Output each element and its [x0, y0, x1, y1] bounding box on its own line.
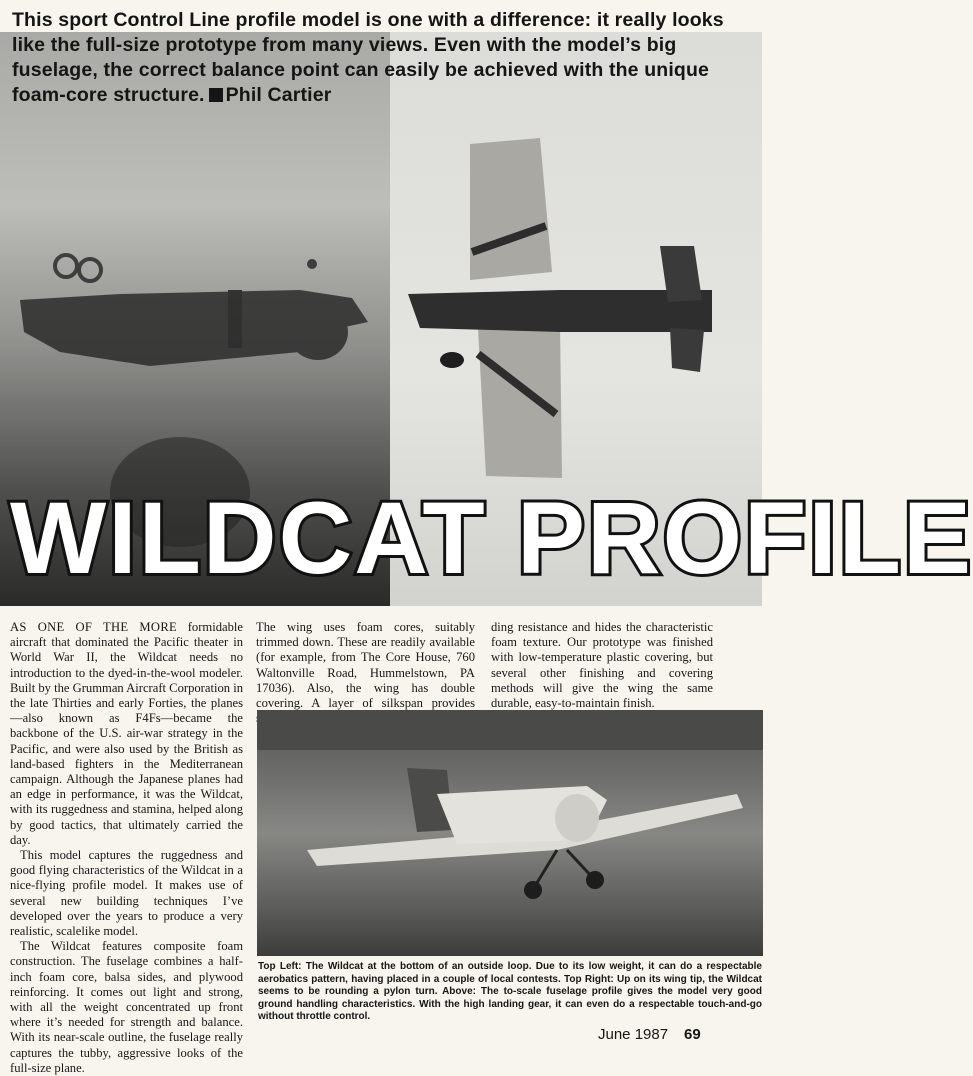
black-square-icon [209, 88, 223, 102]
paragraph-text: The Wildcat features composite foam construction. The fuselage combines a half-inch foam core, balsa sides, and plywood reinforcing. It comes out light and strong, with all the weight concentrated up front where it’s needed for strength and balance. With its near-scale outline, the fuselage really captures the tubby, aggressive looks of the full-size plane. [10, 939, 243, 1075]
page-number: 69 [684, 1026, 701, 1043]
lead-in: AS ONE OF THE MORE [10, 620, 178, 634]
byline: Phil Cartier [225, 84, 332, 106]
photo-plane-on-ground [257, 710, 763, 956]
paragraph-2 [10, 848, 243, 939]
title-area [0, 470, 973, 606]
intro-deck [12, 8, 752, 108]
paragraph-text: formidable aircraft that dominated the Pacific theater in World War II, the Wildcat needs no introduction to the dyed-in-the-wool modeler. Built by the Grumman Aircraft Corporation in the late Thirties and early Forties, the planes—also known as F4Fs—became the backbone of the U.S. air-war strategy in the Pacific, and were also used by the British as land-based fighters in the Mediterranean campaign. Although the Japanese planes had an edge in performance, it was the Wildcat, with its ruggedness and stamina, helped along by good tactics, that ultimately carried the day. [10, 620, 243, 847]
paragraph-1 [10, 620, 243, 848]
photo-caption: Top Left: The Wildcat at the bottom of an outside loop. Due to its low weight, it can do a respectable aerobatics pattern, having placed in a couple of local contests. Top Right: Up on its wing tip, the Wildcat seems to be rounding a pylon turn. Above: The to-scale fuselage profile gives the model very good ground handling characteristics. With the high landing gear, it can even do a respectable touch-and-go without throttle control. [258, 961, 762, 1023]
paragraph-4: The wing uses foam cores, suitably trimmed down. These are readily available (for example, from The Core House, 760 Waltonville Road, Hummelstown, PA 17036). Also, the wing has double covering. A layer of silkspan provides [256, 620, 475, 711]
paragraph-5: ding resistance and hides the characteristic foam texture. Our prototype was finished with low-temperature plastic covering, but several other finishing and covering methods will give the wing the same durable, easy-to-maintain finish. [491, 620, 713, 711]
paragraph-3 [10, 939, 243, 1076]
paragraph-text: This model captures the ruggedness and good flying characteristics of the Wildcat in a nice-flying profile model. It makes use of several new building techniques I’ve developed over the years to produce a very realistic, scalelike model. [10, 848, 243, 939]
body-column-3 [491, 620, 713, 711]
article-title: WILDCAT PROFILE [10, 481, 973, 595]
footer-date: June 1987 [598, 1026, 669, 1043]
intro-text: This sport Control Line profile model is one with a difference: it really looks like the full-size prototype from many views. Even with the model’s big fuselage, the correct balance point can easily be achieved with the unique foam-core structure. [12, 9, 724, 106]
photo-ground-handling [257, 710, 763, 956]
body-column-1 [10, 620, 243, 1076]
